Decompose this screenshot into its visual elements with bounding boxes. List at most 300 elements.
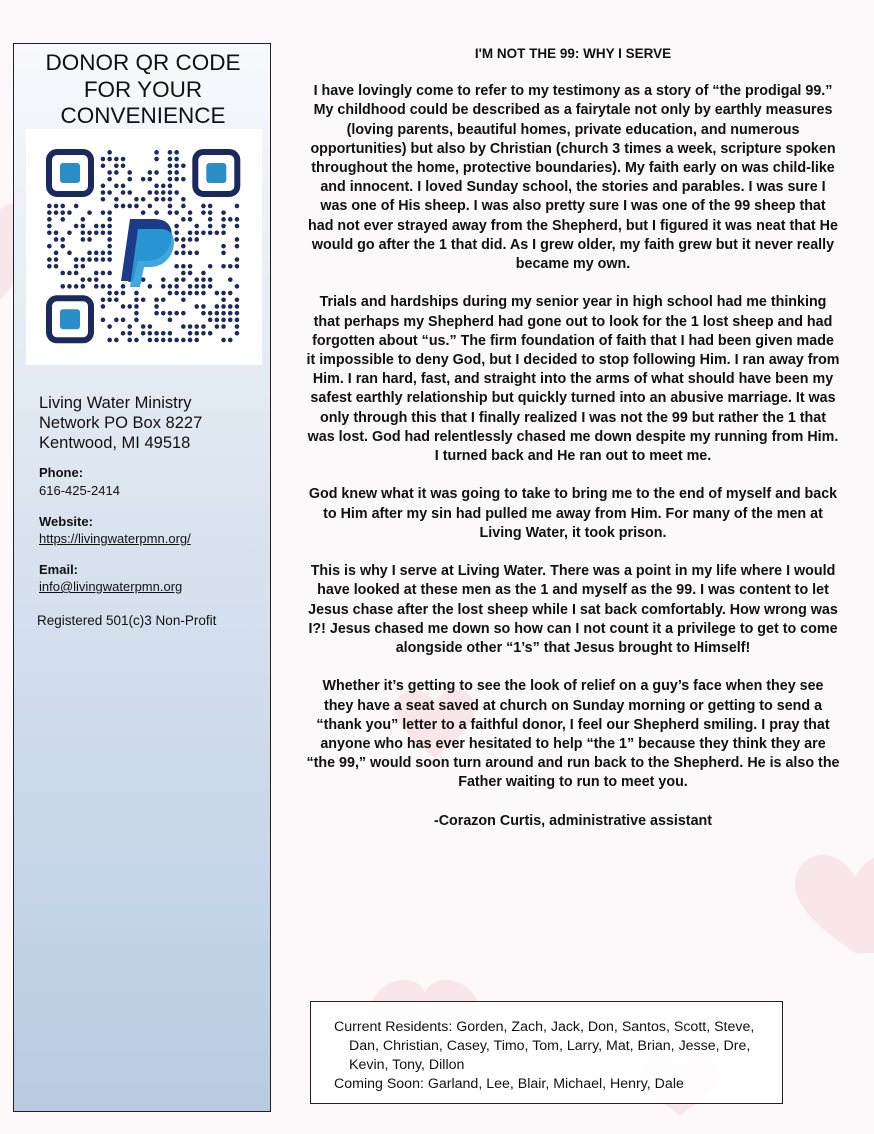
- qr-dot: [81, 277, 86, 282]
- qr-dot: [181, 244, 186, 249]
- qr-dot: [67, 271, 72, 276]
- qr-dot: [154, 170, 159, 175]
- qr-dot: [101, 157, 106, 162]
- qr-dot: [235, 264, 240, 269]
- qr-dot: [121, 291, 126, 296]
- qr-dot: [141, 177, 146, 182]
- qr-dot: [161, 277, 166, 282]
- qr-dot: [235, 311, 240, 316]
- qr-dot: [161, 331, 166, 336]
- qr-dot: [101, 297, 106, 302]
- qr-dot: [74, 224, 79, 229]
- qr-dot: [188, 284, 193, 289]
- qr-dot: [107, 324, 112, 329]
- donor-qr-code[interactable]: [26, 129, 262, 365]
- qr-dot: [174, 284, 179, 289]
- qr-dot: [228, 311, 233, 316]
- qr-dot: [188, 230, 193, 235]
- article: [306, 44, 840, 850]
- qr-dot: [60, 284, 65, 289]
- qr-dot: [60, 244, 65, 249]
- qr-dot: [188, 210, 193, 215]
- qr-dot: [87, 210, 92, 215]
- qr-dot: [174, 177, 179, 182]
- qr-dot: [127, 331, 132, 336]
- heart-decoration-icon: [795, 855, 874, 955]
- qr-dot: [221, 251, 226, 256]
- qr-dot: [81, 217, 86, 222]
- residents-box: [310, 1001, 783, 1104]
- qr-dot: [154, 184, 159, 189]
- qr-dot: [94, 271, 99, 276]
- qr-dot: [235, 318, 240, 323]
- qr-dot: [114, 338, 119, 343]
- qr-dot: [208, 277, 213, 282]
- qr-dot: [221, 304, 226, 309]
- qr-dot: [221, 264, 226, 269]
- qr-dot: [188, 264, 193, 269]
- qr-dot: [181, 204, 186, 209]
- qr-dot: [208, 284, 213, 289]
- qr-dot: [194, 291, 199, 296]
- qr-dot: [127, 324, 132, 329]
- qr-dot: [161, 184, 166, 189]
- qr-dot: [188, 237, 193, 242]
- qr-dot: [114, 163, 119, 168]
- article-signature: -Corazon Curtis, administrative assistant: [433, 812, 713, 829]
- qr-dot: [154, 331, 159, 336]
- qr-dot: [67, 251, 72, 256]
- website-label: Website:: [39, 514, 93, 529]
- qr-dot: [107, 230, 112, 235]
- qr-dot: [101, 284, 106, 289]
- qr-dot: [94, 224, 99, 229]
- qr-dot: [181, 311, 186, 316]
- qr-dot: [228, 318, 233, 323]
- qr-dot: [228, 217, 233, 222]
- qr-dot: [67, 284, 72, 289]
- qr-dot: [54, 251, 59, 256]
- qr-dot: [107, 157, 112, 162]
- qr-dot: [107, 291, 112, 296]
- qr-dot: [114, 170, 119, 175]
- qr-dot: [235, 204, 240, 209]
- qr-dot: [174, 157, 179, 162]
- qr-dot: [208, 311, 213, 316]
- email-label: Email:: [39, 562, 79, 577]
- qr-dot: [107, 338, 112, 343]
- qr-dot: [235, 284, 240, 289]
- qr-dot: [188, 338, 193, 343]
- sidebar: [13, 43, 271, 1112]
- qr-dot: [121, 190, 126, 195]
- website-link[interactable]: https://livingwaterpmn.org/: [39, 531, 191, 546]
- qr-dot: [188, 324, 193, 329]
- qr-dot: [174, 338, 179, 343]
- qr-dot: [101, 230, 106, 235]
- qr-dot: [174, 251, 179, 256]
- qr-dot: [168, 204, 173, 209]
- qr-dot: [161, 338, 166, 343]
- qr-dot: [208, 318, 213, 323]
- qr-dot: [134, 197, 139, 202]
- qr-dot: [94, 277, 99, 282]
- qr-dot: [81, 237, 86, 242]
- qr-dot: [101, 304, 106, 309]
- qr-dot: [94, 284, 99, 289]
- qr-dot: [228, 304, 233, 309]
- qr-dot: [114, 291, 119, 296]
- qr-dot: [134, 291, 139, 296]
- qr-dot: [154, 190, 159, 195]
- qr-dot: [221, 224, 226, 229]
- qr-dot: [221, 324, 226, 329]
- qr-dot: [215, 318, 220, 323]
- qr-dot: [194, 331, 199, 336]
- qr-dot: [107, 271, 112, 276]
- qr-dot: [208, 210, 213, 215]
- qr-dot: [168, 197, 173, 202]
- qr-dot: [154, 297, 159, 302]
- qr-dot: [107, 237, 112, 242]
- qr-dot: [235, 304, 240, 309]
- qr-dot: [221, 217, 226, 222]
- qr-dot: [114, 197, 119, 202]
- qr-dot: [181, 271, 186, 276]
- qr-dot: [81, 230, 86, 235]
- qr-dot: [194, 224, 199, 229]
- qr-dot: [121, 157, 126, 162]
- qr-dot: [121, 304, 126, 309]
- qr-dot: [161, 190, 166, 195]
- qr-dot: [161, 297, 166, 302]
- qr-dot: [47, 257, 52, 262]
- article-title: I'M NOT THE 99: WHY I SERVE: [474, 46, 672, 61]
- qr-dot: [161, 284, 166, 289]
- qr-dot: [194, 251, 199, 256]
- qr-dot: [87, 230, 92, 235]
- qr-dot: [235, 217, 240, 222]
- qr-dot: [121, 163, 126, 168]
- qr-dot: [74, 264, 79, 269]
- qr-dot: [168, 311, 173, 316]
- qr-dot: [121, 204, 126, 209]
- qr-dot: [47, 204, 52, 209]
- qr-code-graphic: [26, 129, 262, 365]
- qr-dot: [174, 237, 179, 242]
- qr-dot: [174, 163, 179, 168]
- qr-dot: [194, 230, 199, 235]
- qr-dot: [221, 318, 226, 323]
- qr-dot: [228, 338, 233, 343]
- qr-dot: [188, 251, 193, 256]
- qr-dot: [174, 264, 179, 269]
- qr-dot: [194, 277, 199, 282]
- qr-dot: [101, 257, 106, 262]
- qr-dot: [188, 217, 193, 222]
- qr-dot: [94, 230, 99, 235]
- qr-dot: [107, 297, 112, 302]
- qr-dot: [87, 257, 92, 262]
- qr-dot: [148, 284, 153, 289]
- nonprofit-status: Registered 501(c)3 Non-Profit: [37, 613, 217, 628]
- qr-dot: [81, 264, 86, 269]
- qr-dot: [141, 331, 146, 336]
- qr-dot: [121, 331, 126, 336]
- qr-dot: [221, 291, 226, 296]
- qr-dot: [107, 150, 112, 155]
- qr-finder-center: [206, 163, 226, 183]
- qr-dot: [134, 338, 139, 343]
- qr-dot: [168, 291, 173, 296]
- qr-dot: [181, 163, 186, 168]
- qr-dot: [101, 271, 106, 276]
- qr-dot: [235, 331, 240, 336]
- qr-dot: [208, 204, 213, 209]
- qr-dot: [194, 324, 199, 329]
- qr-dot: [134, 204, 139, 209]
- qr-dot: [174, 291, 179, 296]
- qr-dot: [221, 297, 226, 302]
- qr-dot: [107, 284, 112, 289]
- qr-dot: [208, 224, 213, 229]
- qr-dot: [148, 204, 153, 209]
- qr-dot: [201, 284, 206, 289]
- qr-dot: [47, 217, 52, 222]
- qr-dot: [101, 251, 106, 256]
- qr-dot: [60, 217, 65, 222]
- qr-dot: [221, 230, 226, 235]
- qr-dot: [114, 204, 119, 209]
- qr-dot: [208, 230, 213, 235]
- qr-dot: [208, 217, 213, 222]
- qr-dot: [107, 224, 112, 229]
- qr-dot: [148, 177, 153, 182]
- qr-dot: [154, 311, 159, 316]
- qr-dot: [181, 264, 186, 269]
- qr-dot: [215, 324, 220, 329]
- qr-dot: [174, 311, 179, 316]
- qr-dot: [181, 338, 186, 343]
- email-link[interactable]: info@livingwaterpmn.org: [39, 579, 183, 594]
- qr-dot: [47, 224, 52, 229]
- paypal-icon: [121, 219, 174, 287]
- qr-dot: [154, 197, 159, 202]
- qr-dot: [168, 177, 173, 182]
- qr-dot: [181, 251, 186, 256]
- qr-dot: [101, 224, 106, 229]
- qr-dot: [47, 264, 52, 269]
- qr-dot: [154, 338, 159, 343]
- phone-number[interactable]: 616-425-2414: [39, 483, 120, 498]
- qr-dot: [174, 277, 179, 282]
- qr-dot: [127, 204, 132, 209]
- qr-dot: [188, 271, 193, 276]
- qr-dot: [208, 331, 213, 336]
- qr-dot: [208, 264, 213, 269]
- qr-dot: [148, 338, 153, 343]
- qr-dot: [181, 197, 186, 202]
- qr-dot: [87, 237, 92, 242]
- qr-dot: [168, 157, 173, 162]
- qr-dot: [154, 157, 159, 162]
- qr-dot: [174, 230, 179, 235]
- qr-dot: [154, 210, 159, 215]
- qr-dot: [107, 251, 112, 256]
- qr-dot: [181, 277, 186, 282]
- qr-dot: [101, 190, 106, 195]
- qr-dot: [101, 163, 106, 168]
- qr-dot: [174, 170, 179, 175]
- qr-dot: [107, 177, 112, 182]
- qr-dot: [114, 157, 119, 162]
- qr-dot: [148, 190, 153, 195]
- qr-dot: [154, 304, 159, 309]
- article-paragraph: Whether it’s getting to see the look of relief on a guy’s face when they see they have a seat saved at church on Sunday morning or getting to send a “thank you” letter to a faithful donor, I feel our Shepherd smiling. I pray that anyone who has ever hesitated to help “the 1” because they think they are “the 99,” would soon turn around and run back to the Shepherd. He is also the Father waiting to run to meet you.: [306, 678, 840, 791]
- qr-dot: [74, 284, 79, 289]
- qr-dot: [161, 311, 166, 316]
- qr-dot: [221, 311, 226, 316]
- qr-dot: [168, 150, 173, 155]
- qr-dot: [67, 210, 72, 215]
- qr-finder-center: [60, 309, 80, 329]
- qr-dot: [54, 230, 59, 235]
- qr-dot: [54, 210, 59, 215]
- qr-dot: [168, 170, 173, 175]
- qr-dot: [47, 210, 52, 215]
- qr-dot: [235, 297, 240, 302]
- qr-dot: [228, 277, 233, 282]
- qr-dot: [168, 190, 173, 195]
- qr-dot: [141, 197, 146, 202]
- article-paragraph: I have lovingly come to refer to my testimony as a story of “the prodigal 99.” My childhood could be described as a fairytale not only by earthly measures (loving parents, beautiful homes, private education, and numerous opportunities) but also by Christian (church 3 times a week, scripture spoken throughout the home, protective boundaries). My faith early on was child-like and innocent. I loved Sunday school, the stories and parables. I was sure I was one of His sheep. I was also pretty sure I was one of the 99 sheep that had not ever strayed away from the Shepherd, but I figured it was neat that He would go after the 1 that did. As I grew older, my faith grew but it never really became my own.: [308, 83, 838, 273]
- qr-dot: [148, 324, 153, 329]
- qr-dot: [134, 304, 139, 309]
- qr-dot: [201, 304, 206, 309]
- qr-dot: [127, 177, 132, 182]
- qr-dot: [154, 150, 159, 155]
- qr-dot: [107, 244, 112, 249]
- qr-dot: [168, 338, 173, 343]
- qr-dot: [194, 304, 199, 309]
- qr-dot: [201, 331, 206, 336]
- qr-dot: [114, 184, 119, 189]
- qr-dot: [168, 210, 173, 215]
- qr-dot: [134, 318, 139, 323]
- qr-dot: [188, 291, 193, 296]
- qr-dot: [94, 257, 99, 262]
- qr-dot: [235, 224, 240, 229]
- qr-dot: [181, 291, 186, 296]
- article-paragraph: This is why I serve at Living Water. There was a point in my life where I would have looked at these men as the 1 and myself as the 99. I was content to let Jesus chase after the lost sheep while I sat back comfortably. How wrong was I?! Jesus chased me down so how can I not count it a privilege to get to come alongside other “1’s” that Jesus brought to Himself!: [308, 563, 838, 657]
- qr-dot: [54, 237, 59, 242]
- qr-dot: [201, 204, 206, 209]
- qr-dot: [87, 251, 92, 256]
- qr-dot: [194, 338, 199, 343]
- qr-dot: [141, 297, 146, 302]
- qr-dot: [127, 190, 132, 195]
- qr-dot: [60, 204, 65, 209]
- qr-dot: [134, 297, 139, 302]
- qr-dot: [107, 170, 112, 175]
- qr-dot: [127, 304, 132, 309]
- qr-dot: [215, 230, 220, 235]
- qr-dot: [121, 184, 126, 189]
- qr-dot: [54, 204, 59, 209]
- qr-dot: [127, 170, 132, 175]
- qr-dot: [107, 217, 112, 222]
- qr-dot: [74, 271, 79, 276]
- qr-dot: [235, 244, 240, 249]
- qr-dot: [94, 251, 99, 256]
- qr-dot: [87, 277, 92, 282]
- qr-dot: [127, 338, 132, 343]
- qr-dot: [228, 291, 233, 296]
- qr-dot: [221, 338, 226, 343]
- qr-dot: [221, 210, 226, 215]
- qr-dot: [215, 291, 220, 296]
- qr-dot: [228, 264, 233, 269]
- qr-dot: [194, 284, 199, 289]
- qr-dot: [174, 224, 179, 229]
- qr-dot: [101, 197, 106, 202]
- qr-title: DONOR QR CODE FOR YOUR CONVENIENCE: [45, 50, 241, 128]
- qr-dot: [201, 230, 206, 235]
- qr-dot: [174, 150, 179, 155]
- qr-dot: [121, 284, 126, 289]
- qr-dot: [101, 184, 106, 189]
- article-paragraph: God knew what it was going to take to bring me to the end of myself and back to Him after my sin had pulled me away from Him. For many of the men at Living Water, it took prison.: [308, 486, 838, 541]
- qr-dot: [114, 297, 119, 302]
- qr-dot: [141, 324, 146, 329]
- qr-dot: [148, 331, 153, 336]
- qr-dot: [107, 257, 112, 262]
- qr-dot: [201, 311, 206, 316]
- qr-dot: [181, 217, 186, 222]
- qr-dot: [201, 324, 206, 329]
- qr-dot: [168, 184, 173, 189]
- qr-dot: [181, 297, 186, 302]
- qr-dot: [74, 257, 79, 262]
- qr-dot: [201, 291, 206, 296]
- qr-dot: [60, 271, 65, 276]
- qr-dot: [47, 244, 52, 249]
- qr-dot: [201, 271, 206, 276]
- qr-dot: [74, 204, 79, 209]
- qr-dot: [215, 311, 220, 316]
- qr-dot: [181, 237, 186, 242]
- qr-dot: [174, 210, 179, 215]
- qr-dot: [141, 210, 146, 215]
- qr-dot: [201, 210, 206, 215]
- qr-dot: [168, 163, 173, 168]
- qr-dot: [194, 237, 199, 242]
- qr-dot: [215, 304, 220, 309]
- qr-dot: [201, 277, 206, 282]
- qr-dot: [107, 210, 112, 215]
- qr-dot: [81, 224, 86, 229]
- qr-dot: [168, 318, 173, 323]
- qr-dot: [161, 197, 166, 202]
- qr-dot: [54, 257, 59, 262]
- phone-label: Phone:: [39, 465, 84, 480]
- mailing-address: Living Water Ministry Network PO Box 8227 Kentwood, MI 49518: [39, 394, 203, 452]
- qr-dot: [60, 210, 65, 215]
- qr-dot: [81, 257, 86, 262]
- qr-dot: [235, 237, 240, 242]
- qr-dot: [81, 284, 86, 289]
- qr-dot: [54, 264, 59, 269]
